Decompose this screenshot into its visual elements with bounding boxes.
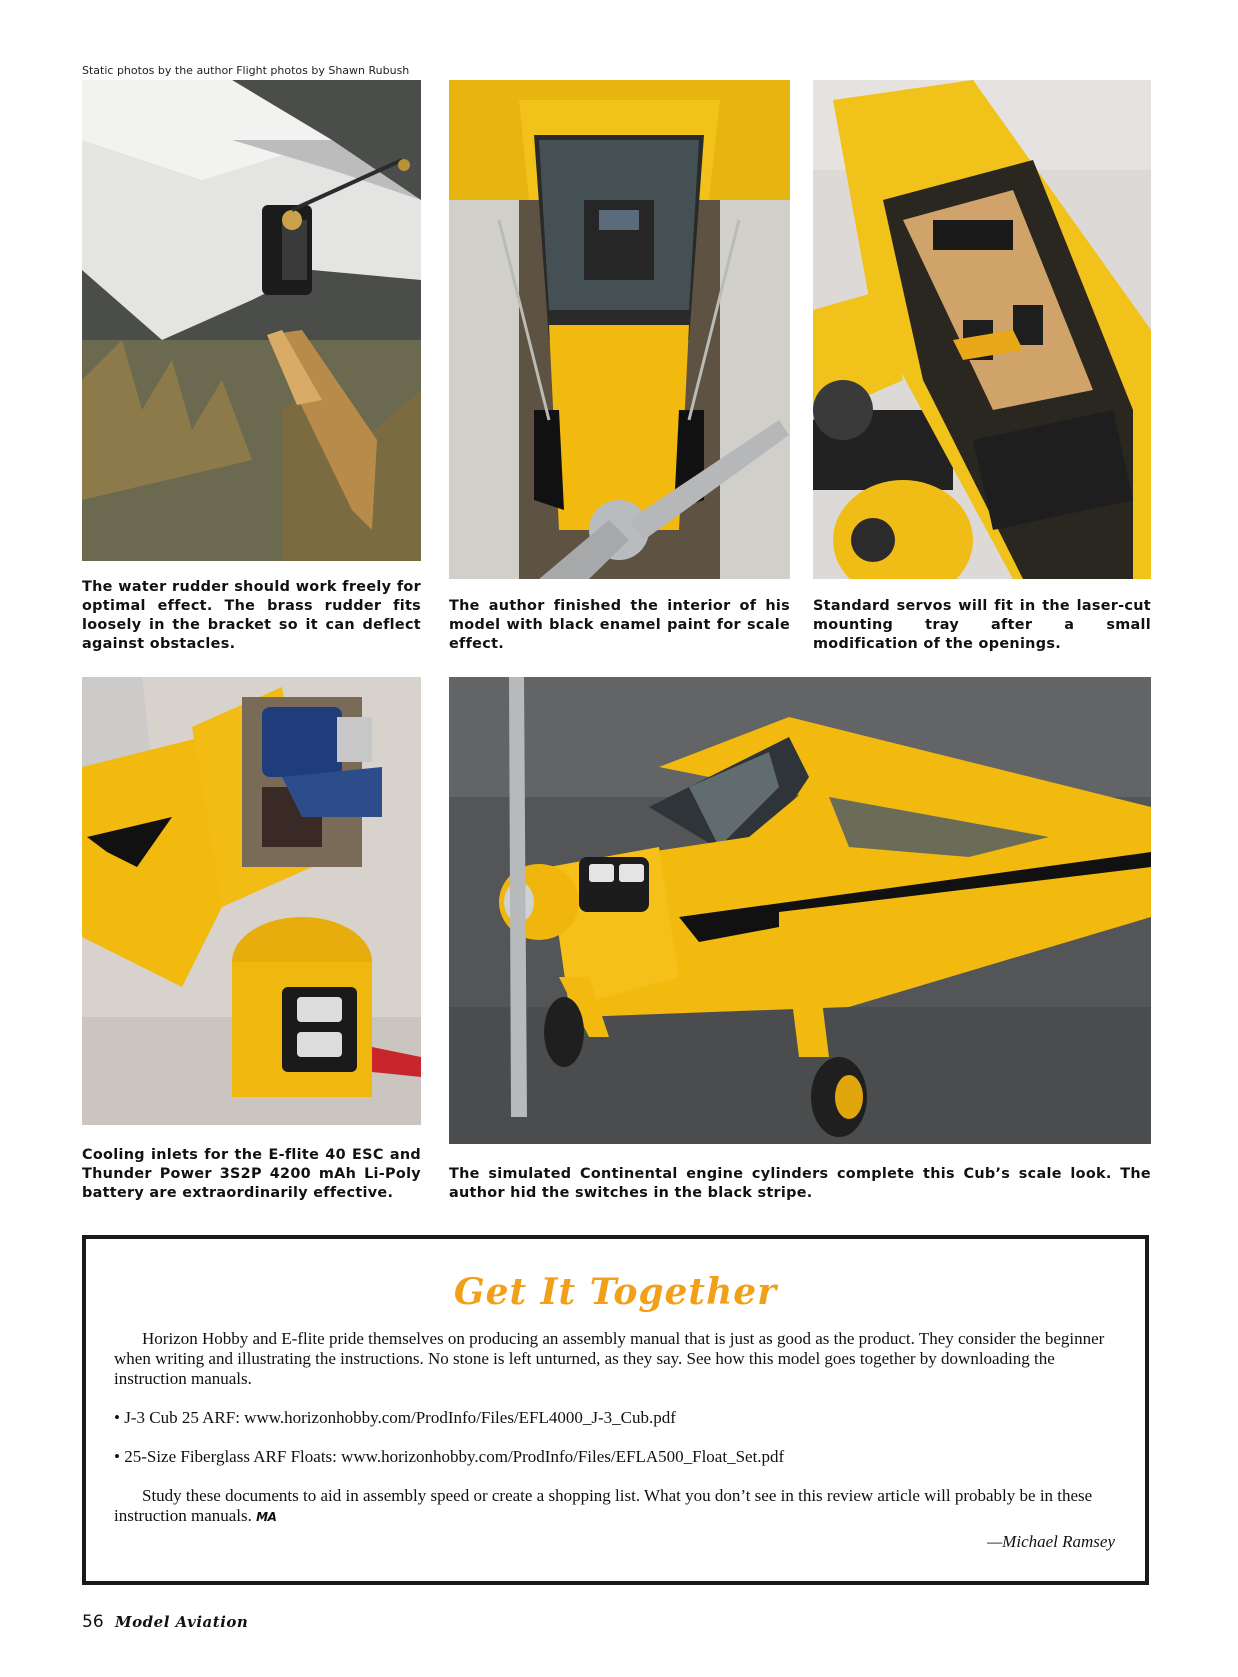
page-number: 56 bbox=[82, 1612, 104, 1632]
servos-caption: Standard servos will fit in the laser-cut mounting tray after a small modification of the openings. bbox=[813, 598, 1151, 652]
author-signature: —Michael Ramsey bbox=[987, 1532, 1115, 1551]
cooling-inlets-photo bbox=[82, 677, 421, 1125]
interior-caption: The author finished the interior of his model with black enamel paint for scale effect. bbox=[449, 598, 790, 652]
water-rudder-photo bbox=[82, 80, 421, 561]
sidebar-title: Get It Together bbox=[453, 1271, 778, 1313]
sidebar-closing: Study these documents to aid in assembly speed or create a shopping list. What you don’t see in this review article will probably be in these instruction manuals. bbox=[114, 1486, 1093, 1525]
servo-tray-photo bbox=[813, 80, 1151, 579]
get-it-together-sidebar bbox=[82, 1235, 1149, 1585]
cub-engine-cylinders-photo bbox=[449, 677, 1151, 1144]
ma-end-mark: MA bbox=[256, 1510, 277, 1524]
cockpit-interior-photo bbox=[449, 80, 790, 579]
manual-link-cub: • J-3 Cub 25 ARF: www.horizonhobby.com/ProdInfo/Files/EFL4000_J-3_Cub.pdf bbox=[114, 1408, 676, 1427]
sidebar-body bbox=[114, 1329, 1117, 1571]
cooling-caption: Cooling inlets for the E-flite 40 ESC and Thunder Power 3S2P 4200 mAh Li-Poly battery are extraordinarily effective. bbox=[82, 1147, 421, 1201]
manual-link-floats: • 25-Size Fiberglass ARF Floats: www.horizonhobby.com/ProdInfo/Files/EFLA500_Float_Set.pdf bbox=[114, 1447, 785, 1466]
page-footer bbox=[82, 1612, 248, 1632]
sidebar-intro: Horizon Hobby and E-flite pride themselves on producing an assembly manual that is just as good as the product. They consider the beginner when writing and illustrating the instructions. No stone is left unturned, as they say. See how this model goes together by downloading the instruction manuals. bbox=[114, 1329, 1105, 1388]
sidebar-closing-paragraph bbox=[114, 1486, 1117, 1527]
magazine-name: Model Aviation bbox=[115, 1613, 249, 1631]
photo-credit: Static photos by the author Flight photos by Shawn Rubush bbox=[82, 64, 410, 77]
cylinders-caption: The simulated Continental engine cylinders complete this Cub’s scale look. The author hid the switches in the black stripe. bbox=[449, 1166, 1151, 1201]
rudder-caption: The water rudder should work freely for optimal effect. The brass rudder fits loosely in the bracket so it can deflect against obstacles. bbox=[82, 579, 421, 652]
